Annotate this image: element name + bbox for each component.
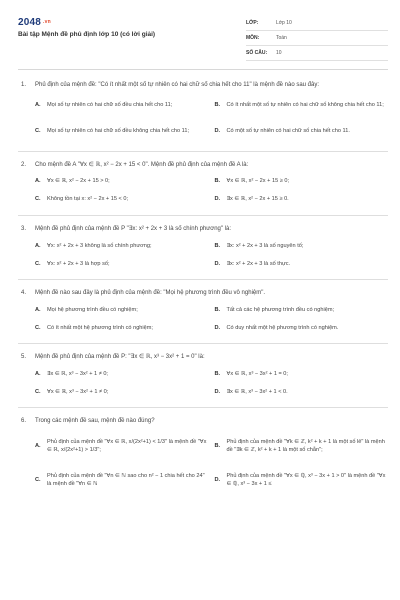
question-6	[18, 408, 388, 503]
option-text: ∀x: x² + 2x + 3 là hợp số;	[47, 260, 110, 267]
logo-suffix: .vn	[43, 18, 51, 25]
meta-label: MÔN:	[246, 34, 260, 41]
meta-value: Toán	[276, 34, 287, 41]
option-b[interactable]	[215, 365, 389, 383]
option-text: Có ít nhất một hệ phương trình có nghiệm;	[47, 324, 153, 331]
option-letter: A.	[35, 242, 41, 249]
option-text: ∃x ∈ ℝ, x³ − 3x² + 1 < 0.	[226, 388, 288, 395]
option-letter: A.	[35, 442, 41, 449]
option-text: ∃x: x² + 2x + 3 là số nguyên tố;	[226, 242, 304, 249]
option-c[interactable]	[35, 255, 209, 273]
question-4	[18, 280, 388, 344]
meta-row-class	[246, 16, 388, 31]
option-letter: C.	[35, 476, 41, 483]
question-list	[18, 72, 388, 504]
option-letter: D.	[214, 324, 221, 331]
meta-row-subject	[246, 31, 388, 46]
option-b[interactable]	[215, 237, 389, 255]
meta-value: 10	[276, 49, 282, 56]
question-3	[18, 216, 388, 280]
option-a[interactable]	[35, 301, 209, 319]
option-letter: B.	[214, 306, 221, 313]
option-d[interactable]	[215, 383, 389, 401]
option-c[interactable]	[35, 191, 209, 209]
option-c[interactable]	[35, 319, 209, 337]
question-text: Mệnh đề phủ định của mệnh đề P: "∃x ∈ ℝ, x³ − 3x² + 1 = 0" là:	[35, 354, 205, 361]
option-text: Phủ định của mệnh đề "∀x ∈ ℝ, x/(2x²+1) < 1/3" là mệnh đề "∀x ∈ ℝ, x/(2x²+1) > 1/3";	[47, 439, 207, 453]
option-a[interactable]	[35, 365, 209, 383]
option-letter: B.	[214, 102, 221, 109]
option-letter: D.	[214, 260, 221, 267]
option-letter: A.	[35, 178, 41, 185]
question-text: Mệnh đề nào sau đây là phủ định của mệnh đề: "Mọi hệ phương trình đều vô nghiệm".	[35, 290, 266, 297]
option-letter: B.	[214, 242, 221, 249]
option-b[interactable]	[215, 93, 389, 119]
question-number: 1.	[21, 82, 27, 88]
option-d[interactable]	[215, 119, 389, 145]
option-letter: C.	[35, 196, 41, 203]
option-text: Có duy nhất một hệ phương trình có nghiệm.	[226, 324, 339, 331]
option-text: Phủ định của mệnh đề "∀k ∈ ℤ, k² + k + 1 là một số lẻ" là mệnh đề "∃k ∈ ℤ, k² + k + 1 là một số chẵn";	[226, 439, 385, 453]
option-text: ∃x ∈ ℝ, x³ − 3x² + 1 ≠ 0;	[47, 370, 108, 377]
option-letter: D.	[214, 388, 221, 395]
option-text: ∃x: x² + 2x + 3 là số thực.	[226, 260, 291, 267]
option-text: Tất cả các hệ phương trình đều có nghiệm;	[226, 306, 335, 313]
option-text: ∀x ∈ ℝ, x² − 2x + 15 > 0;	[47, 178, 110, 185]
option-letter: C.	[35, 128, 41, 135]
question-text: Phủ định của mệnh đề: "Có ít nhất một số tự nhiên có hai chữ số chia hết cho 11" là mệnh đề nào sau đây:	[35, 82, 320, 88]
option-letter: D.	[214, 128, 221, 135]
option-d[interactable]	[215, 191, 389, 209]
option-text: Mọi số tự nhiên có hai chữ số đều không chia hết cho 11;	[47, 128, 190, 135]
option-letter: A.	[35, 102, 41, 109]
option-letter: B.	[214, 442, 221, 449]
option-letter: C.	[35, 324, 41, 331]
option-text: Mọi số tự nhiên có hai chữ số đều chia hết cho 11;	[47, 102, 173, 109]
option-c[interactable]	[35, 383, 209, 401]
question-number: 2.	[21, 162, 27, 169]
option-text: Không tồn tại x: x² − 2x + 15 < 0;	[47, 196, 129, 203]
option-text: ∀x ∈ ℝ, x² − 2x + 15 ≥ 0;	[226, 178, 290, 185]
option-text: Có ít nhất một số tự nhiên có hai chữ số không chia hết cho 11;	[226, 102, 384, 109]
meta-value: Lớp 10	[276, 19, 292, 26]
option-c[interactable]	[35, 119, 209, 145]
question-text: Cho mệnh đề A "∀x ∈ ℝ, x² − 2x + 15 < 0". Mệnh đề phủ định của mệnh đề A là:	[35, 162, 249, 169]
document-header	[18, 12, 388, 70]
option-a[interactable]	[35, 430, 209, 464]
option-d[interactable]	[215, 319, 389, 337]
question-2	[18, 152, 388, 216]
meta-label: LỚP:	[246, 19, 259, 26]
option-letter: A.	[35, 306, 41, 313]
option-b[interactable]	[215, 173, 389, 191]
option-text: Phủ định của mệnh đề "∀n ∈ ℕ sao cho n² − 1 chia hết cho 24" là mệnh đề "∀n ∈ ℕ	[47, 473, 205, 487]
question-5	[18, 344, 388, 408]
option-b[interactable]	[215, 430, 389, 464]
option-letter: A.	[35, 370, 41, 377]
option-letter: D.	[214, 196, 221, 203]
question-number: 4.	[21, 290, 27, 297]
question-1	[18, 72, 388, 152]
site-logo[interactable]	[18, 16, 51, 30]
option-text: ∀x ∈ ℝ, x³ − 3x² + 1 = 0;	[226, 370, 288, 377]
option-d[interactable]	[215, 255, 389, 273]
option-d[interactable]	[215, 464, 389, 498]
meta-label: SỐ CÂU:	[246, 49, 268, 56]
option-text: ∀x ∈ ℝ, x³ − 3x² + 1 ≠ 0;	[47, 388, 109, 395]
option-letter: C.	[35, 388, 41, 395]
option-letter: C.	[35, 260, 41, 267]
question-text: Trong các mệnh đề sau, mệnh đề nào đúng?	[35, 418, 155, 425]
option-b[interactable]	[215, 301, 389, 319]
option-a[interactable]	[35, 237, 209, 255]
meta-row-count	[246, 46, 388, 61]
question-number: 5.	[21, 354, 27, 361]
option-letter: B.	[214, 370, 221, 377]
question-number: 6.	[21, 418, 27, 425]
option-c[interactable]	[35, 464, 209, 498]
option-letter: D.	[214, 476, 221, 483]
meta-table	[246, 16, 388, 61]
option-text: ∀x: x² + 2x + 3 không là số chính phương;	[47, 242, 152, 249]
logo-text: 2048	[18, 17, 42, 28]
option-text: Mọi hệ phương trình đều có nghiệm;	[47, 306, 138, 313]
question-number: 3.	[21, 226, 27, 233]
option-text: Phủ định của mệnh đề "∀x ∈ ℚ, x³ − 3x + 1 > 0" là mệnh đề "∀x ∈ ℚ, x³ − 3x + 1 ≤	[226, 473, 386, 487]
option-text: Có một số tự nhiên có hai chữ số chia hết cho 11.	[226, 128, 350, 135]
option-a[interactable]	[35, 93, 209, 119]
page-title: Bài tập Mệnh đề phủ định lớp 10 (có lời giải)	[18, 31, 156, 38]
option-a[interactable]	[35, 173, 209, 191]
option-text: ∃x ∈ ℝ, x² − 2x + 15 ≥ 0.	[226, 196, 289, 203]
question-text: Mệnh đề phủ định của mệnh đề P "∃x: x² + 2x + 3 là số chính phương" là:	[35, 226, 232, 233]
option-letter: B.	[214, 178, 221, 185]
